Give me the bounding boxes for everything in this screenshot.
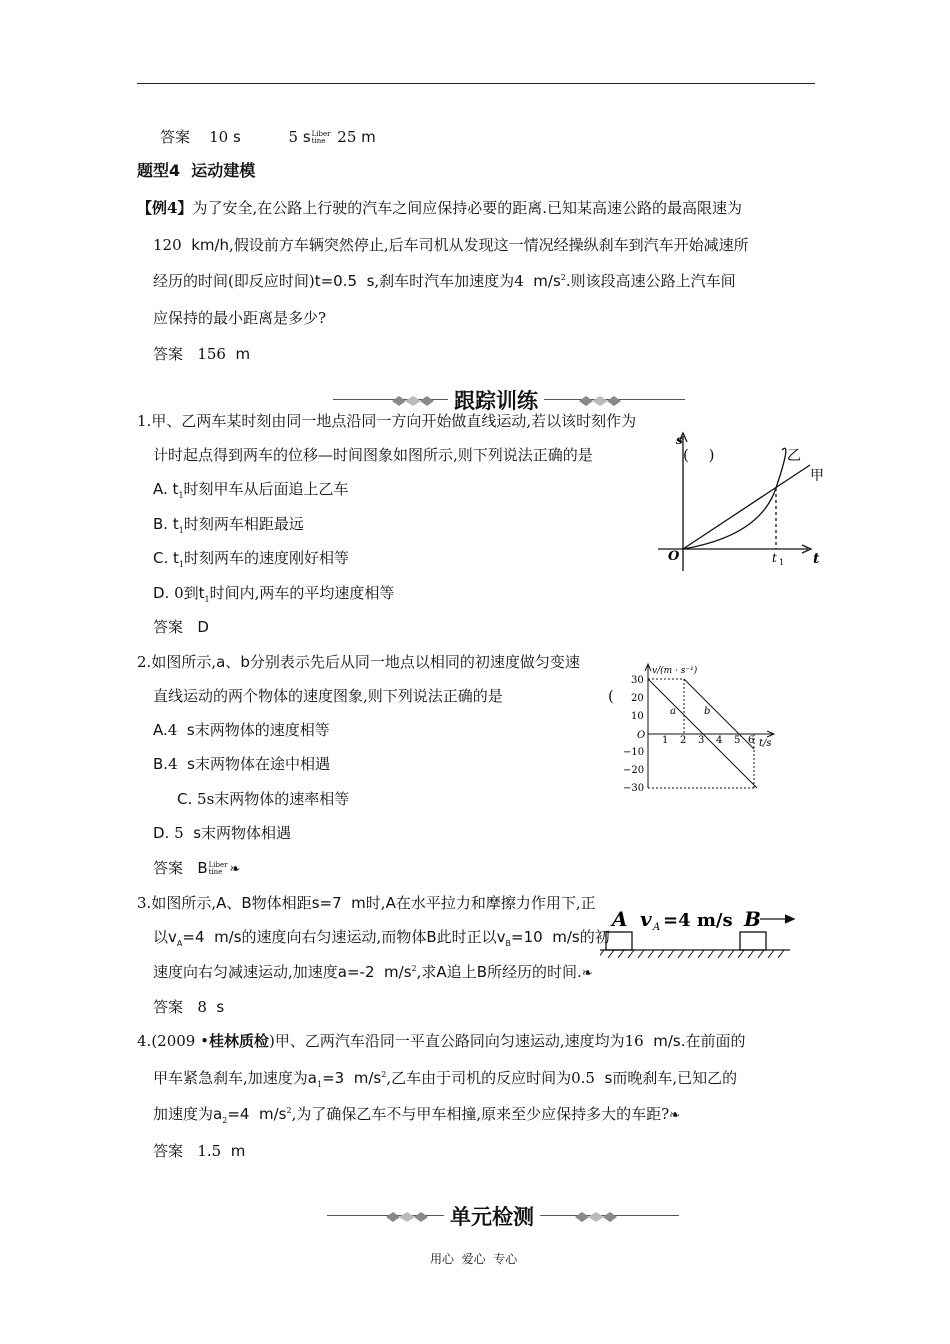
q3-block-a xyxy=(606,932,632,950)
q1-origin: O xyxy=(668,549,680,564)
q2-xtick-2: 2 xyxy=(680,735,687,746)
q2-ytick-n10: −10 xyxy=(623,747,645,758)
q1-curve-yi xyxy=(683,448,786,549)
q2-ytick-n20: −20 xyxy=(623,765,645,776)
q2-xtick-5: 5 xyxy=(734,735,741,746)
q3-answer: 答案 8 s xyxy=(153,998,225,1016)
q3-fig-label-a: A xyxy=(612,907,628,931)
mouse-icon: ❧ xyxy=(669,1108,681,1123)
diamond-ornament-left-2 xyxy=(382,1209,432,1228)
q2-line2: 直线运动的两个物体的速度图象,则下列说法正确的是 xyxy=(153,687,503,705)
q2-xtick-6: 6 xyxy=(748,735,755,746)
q2-label-b: b xyxy=(704,706,711,717)
q1-line1: 1.甲、乙两车某时刻由同一地点沿同一方向开始做直线运动,若以该时刻作为 xyxy=(137,412,637,430)
q2-y-label: v/(m · s⁻¹) xyxy=(652,666,698,676)
section-title-2: 单元检测 xyxy=(444,1201,540,1231)
q2-ytick-20: 20 xyxy=(631,693,644,704)
q2-x-label: t/s xyxy=(759,738,772,749)
q1-option-a: A. $t_1$时刻甲车从后面追上乙车 xyxy=(153,480,349,500)
q1-t1-label: t xyxy=(772,551,777,565)
q3-ground-hatch xyxy=(600,950,784,958)
q1-st-graph xyxy=(650,428,830,578)
q2-option-d: D. 5 s末两物体相遇 xyxy=(153,824,292,842)
example4-line3: 经历的时间(即反应时间)t=0.5 s,刹车时汽车加速度为4 $m/s^2$.则该段高速公路上汽车间 xyxy=(153,272,736,290)
mouse-icon: ❧ xyxy=(229,862,241,877)
q2-xtick-3: 3 xyxy=(698,735,705,746)
example4-line2: 120 km/h,假设前方车辆突然停止,后车司机从发现这一情况经操纵刹车到汽车开始减速所 xyxy=(153,236,749,254)
q3-arrowhead-b xyxy=(785,915,794,923)
q1-t1-sub: 1 xyxy=(779,558,785,567)
diamond-ornament-right-2 xyxy=(571,1209,621,1228)
q3-line3: 速度向右匀减速运动,加速度a=-2 $m/s^2$,求A追上B所经历的时间.❧ xyxy=(153,963,593,981)
q1-line-label: 甲 xyxy=(810,468,824,484)
q3-line1: 3.如图所示,A、B物体相距s=7 m时,A在水平拉力和摩擦力作用下,正 xyxy=(137,894,596,912)
q2-answer: 答案 BLiber tine ❧ xyxy=(153,859,241,877)
q2-ytick-30: 30 xyxy=(631,675,644,686)
q3-fig-label-v: v xyxy=(640,907,652,931)
q2-option-c: C. 5s末两物体的速率相等 xyxy=(177,790,350,808)
q1-paren: ( ) xyxy=(683,446,715,464)
q2-option-a: A.4 s末两物体的速度相等 xyxy=(153,721,330,739)
q4-line1: 4.(2009 •桂林质检)甲、乙两汽车沿同一平直公路同向匀速运动,速度均为16 m/s.在前面的 xyxy=(137,1032,746,1050)
example4-line4: 应保持的最小距离是多少? xyxy=(153,309,327,327)
q3-fig-label-b: B xyxy=(744,907,761,931)
q1-line-jia xyxy=(683,465,810,549)
example4-answer: 答案 156 m xyxy=(153,345,251,363)
q4-line3: 加速度为$a_2=4$ $m/s^2$,为了确保乙车不与甲车相撞,原来至少应保持多大的车距?❧ xyxy=(153,1105,681,1125)
q3-block-b xyxy=(740,932,766,950)
q3-fig-label-v-sub: A xyxy=(653,922,661,933)
q1-x-label: t xyxy=(813,551,820,567)
liber-mark: Liber tine xyxy=(311,130,331,145)
q2-xtick-1: 1 xyxy=(662,735,669,746)
example4-line1: 【例4】为了安全,在公路上行驶的汽车之间应保持必要的距离.已知某高速公路的最高限速为 xyxy=(137,199,742,217)
top-answer: 答案 10 s 5 sLiber tine 25 m xyxy=(160,128,376,146)
q1-line2: 计时起点得到两车的位移—时间图象如图所示,则下列说法正确的是 xyxy=(153,446,593,464)
q1-option-b: B. $t_1$时刻两车相距最远 xyxy=(153,515,304,535)
q2-origin: O xyxy=(637,730,646,741)
q4-line2: 甲车紧急刹车,加速度为$a_1=3$ $m/s^2$,乙车由于司机的反应时间为0.5 s而晚刹车,已知乙的 xyxy=(153,1069,738,1089)
q2-line1: 2.如图所示,a、b分别表示先后从同一地点以相同的初速度做匀变速 xyxy=(137,653,580,671)
q3-line2: 以$v_A=4$ m/s的速度向右匀速运动,而物体B此时正以$v_B=10$ m/s的初 xyxy=(153,928,610,948)
q2-label-a: a xyxy=(670,706,676,717)
q2-paren: ( xyxy=(608,687,614,705)
q1-option-c: C. $t_1$时刻两车的速度刚好相等 xyxy=(153,549,350,569)
q1-option-d: D. 0到$t_1$时间内,两车的平均速度相等 xyxy=(153,584,395,604)
q1-answer: 答案 D xyxy=(153,618,209,636)
q2-ytick-n30: −30 xyxy=(623,783,645,794)
q2-option-b: B.4 s末两物体在途中相遇 xyxy=(153,755,330,773)
q2-xtick-4: 4 xyxy=(716,735,723,746)
q2-ytick-10: 10 xyxy=(631,711,644,722)
section-title-1: 跟踪训练 xyxy=(448,385,544,415)
q2-vt-graph xyxy=(618,660,783,795)
q1-curve-label: 乙 xyxy=(787,448,801,464)
q4-answer: 答案 1.5 m xyxy=(153,1142,246,1160)
topic-heading: 题型4 运动建模 xyxy=(137,161,256,180)
mouse-icon: ❧ xyxy=(581,966,593,981)
top-rule xyxy=(137,83,815,84)
q1-y-label: s xyxy=(676,433,683,447)
q3-figure xyxy=(600,902,795,964)
page-footer: 用心 爱心 专心 xyxy=(430,1252,518,1266)
liber-mark-2: Liber tine xyxy=(208,861,228,876)
q3-fig-label-v-val: =4 m/s xyxy=(663,910,733,931)
